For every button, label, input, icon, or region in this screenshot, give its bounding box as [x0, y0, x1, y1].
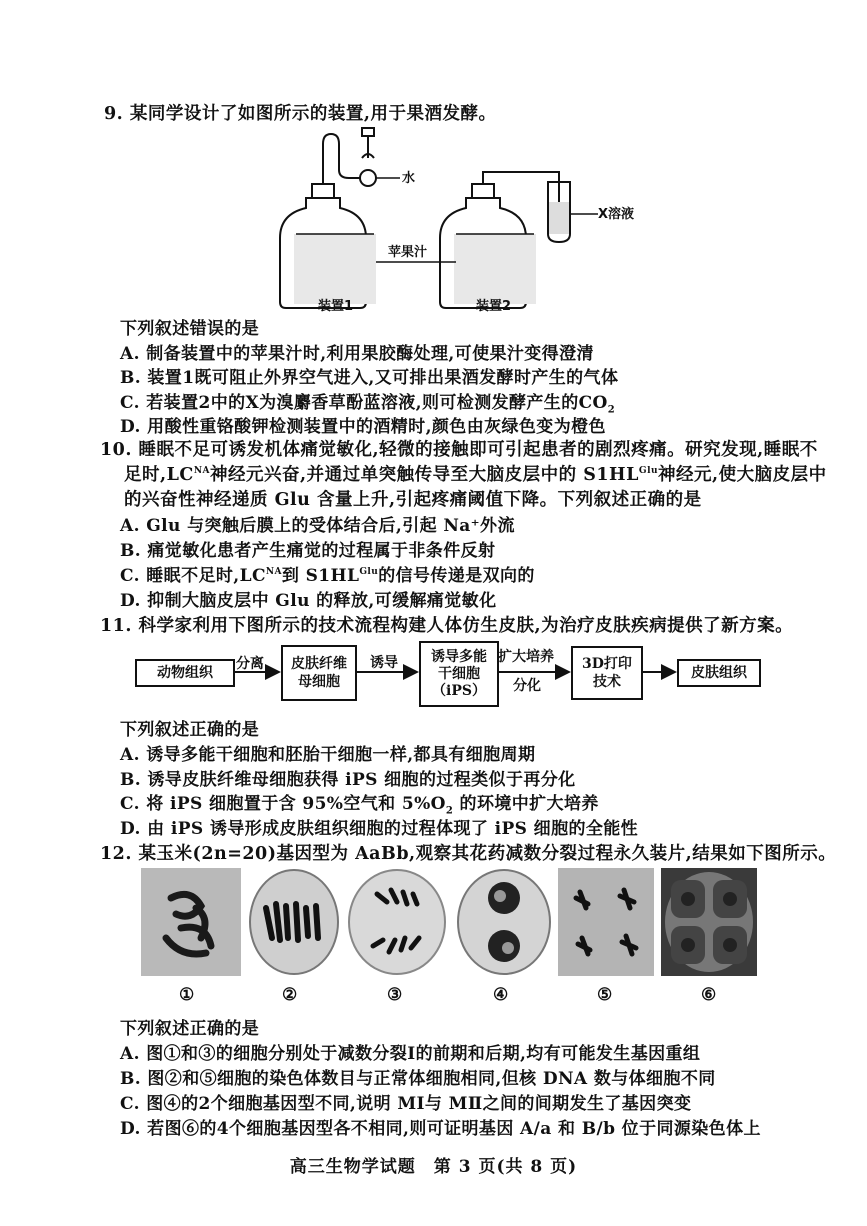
- q9-title: 9. 某同学设计了如图所示的装置,用于果酒发酵。: [104, 104, 497, 124]
- water-label: 水: [402, 171, 416, 186]
- micrograph-caption-2: ②: [282, 985, 298, 1005]
- q10-option-a[interactable]: A. Glu 与突触后膜上的受体结合后,引起 Na⁺外流: [120, 516, 515, 536]
- page-footer: 高三生物学试题 第 3 页(共 8 页): [289, 1157, 578, 1177]
- flow-box-skin-tissue: 皮肤组织: [677, 659, 761, 687]
- micrograph-caption-5: ⑤: [597, 985, 613, 1005]
- q12-stem: 下列叙述正确的是: [120, 1019, 260, 1039]
- q9-stem: 下列叙述错误的是: [120, 319, 260, 339]
- flow-box-fibroblast: 皮肤纤维 母细胞: [281, 645, 357, 701]
- micrograph-caption-3: ③: [387, 985, 403, 1005]
- micrograph-3: [347, 868, 447, 976]
- q12-option-d[interactable]: D. 若图⑥的4个细胞基因型各不相同,则可证明基因 A/a 和 B/b 位于同源染色体上: [120, 1119, 761, 1139]
- micrograph-5: [558, 868, 654, 976]
- q10-option-c[interactable]: C. 睡眠不足时$,LC^{NA}$到 $S1HL^{Glu}$的信号传递是双向的: [120, 566, 535, 586]
- q11-option-d[interactable]: D. 由 iPS 诱导形成皮肤组织细胞的过程体现了 iPS 细胞的全能性: [120, 819, 639, 839]
- q10-option-b[interactable]: B. 痛觉敏化患者产生痛觉的过程属于非条件反射: [120, 541, 496, 561]
- x-solution-label: X溶液: [598, 207, 635, 222]
- q12-option-a[interactable]: A. 图①和③的细胞分别处于减数分裂Ⅰ的前期和后期,均有可能发生基因重组: [120, 1044, 701, 1064]
- q9-option-d[interactable]: D. 用酸性重铬酸钾检测装置中的酒精时,颜色由灰绿色变为橙色: [120, 417, 606, 437]
- flow-box-animal-tissue: 动物组织: [135, 659, 235, 687]
- micrograph-4: [456, 868, 552, 976]
- q12-option-c[interactable]: C. 图④的2个细胞基因型不同,说明 MⅠ与 MⅡ之间的间期发生了基因突变: [120, 1094, 692, 1114]
- q10-line1: 10. 睡眠不足可诱发机体痛觉敏化,轻微的接触即可引起患者的剧烈疼痛。研究发现,睡眠不: [100, 440, 818, 460]
- flow-label-induce: 诱导: [370, 655, 398, 671]
- q11-option-b[interactable]: B. 诱导皮肤纤维母细胞获得 iPS 细胞的过程类似于再分化: [120, 770, 576, 790]
- flow-box-3d-print: 3D打印 技术: [571, 646, 643, 700]
- flow-label-differentiate: 分化: [513, 678, 541, 694]
- q11-option-c[interactable]: C. 将 iPS 细胞置于含 95%空气和 $5\%O_2$ 的环境中扩大培养: [120, 794, 599, 817]
- q11-title: 11. 科学家利用下图所示的技术流程构建人体仿生皮肤,为治疗皮肤疾病提供了新方案。: [100, 616, 794, 636]
- micrograph-caption-6: ⑥: [701, 985, 717, 1005]
- q9-option-b[interactable]: B. 装置1既可阻止外界空气进入,又可排出果酒发酵时产生的气体: [120, 368, 619, 388]
- micrograph-1: [141, 868, 241, 976]
- q12-title: 12. 某玉米(2n=20)基因型为 AaBb,观察其花药减数分裂过程永久装片,结果如下图所示。: [100, 844, 837, 864]
- q12-option-b[interactable]: B. 图②和⑤细胞的染色体数目与正常体细胞相同,但核 DNA 数与体细胞不同: [120, 1069, 716, 1089]
- micrograph-caption-1: ①: [179, 985, 195, 1005]
- micrograph-caption-4: ④: [493, 985, 509, 1005]
- q10-option-d[interactable]: D. 抑制大脑皮层中 Glu 的释放,可缓解痛觉敏化: [120, 591, 497, 611]
- device2-caption: 装置2: [476, 299, 512, 314]
- q9-option-c[interactable]: C. 若装置2中的X为溴麝香草酚蓝溶液,则可检测发酵产生的$CO_2$: [120, 393, 616, 416]
- flow-box-ips: 诱导多能 干细胞 （iPS）: [419, 641, 499, 707]
- device1-caption: 装置1: [318, 299, 354, 314]
- micrograph-2: [248, 868, 340, 976]
- flow-label-expand: 扩大培养: [498, 649, 554, 665]
- q11-stem: 下列叙述正确的是: [120, 720, 260, 740]
- q10-line2: 足时$,LC^{NA}$神经元兴奋,并通过单突触传导至大脑皮层中的 $S1HL^{Glu}$神经元,使大脑皮层中: [124, 465, 827, 485]
- q10-line3: 的兴奋性神经递质 Glu 含量上升,引起疼痛阈值下降。下列叙述正确的是: [124, 490, 702, 510]
- q11-option-a[interactable]: A. 诱导多能干细胞和胚胎干细胞一样,都具有细胞周期: [120, 745, 536, 765]
- q9-option-a[interactable]: A. 制备装置中的苹果汁时,利用果胶酶处理,可使果汁变得澄清: [120, 344, 594, 364]
- apple-juice-label: 苹果汁: [388, 245, 428, 260]
- flow-label-separate: 分离: [236, 656, 264, 672]
- micrograph-6: [661, 868, 757, 976]
